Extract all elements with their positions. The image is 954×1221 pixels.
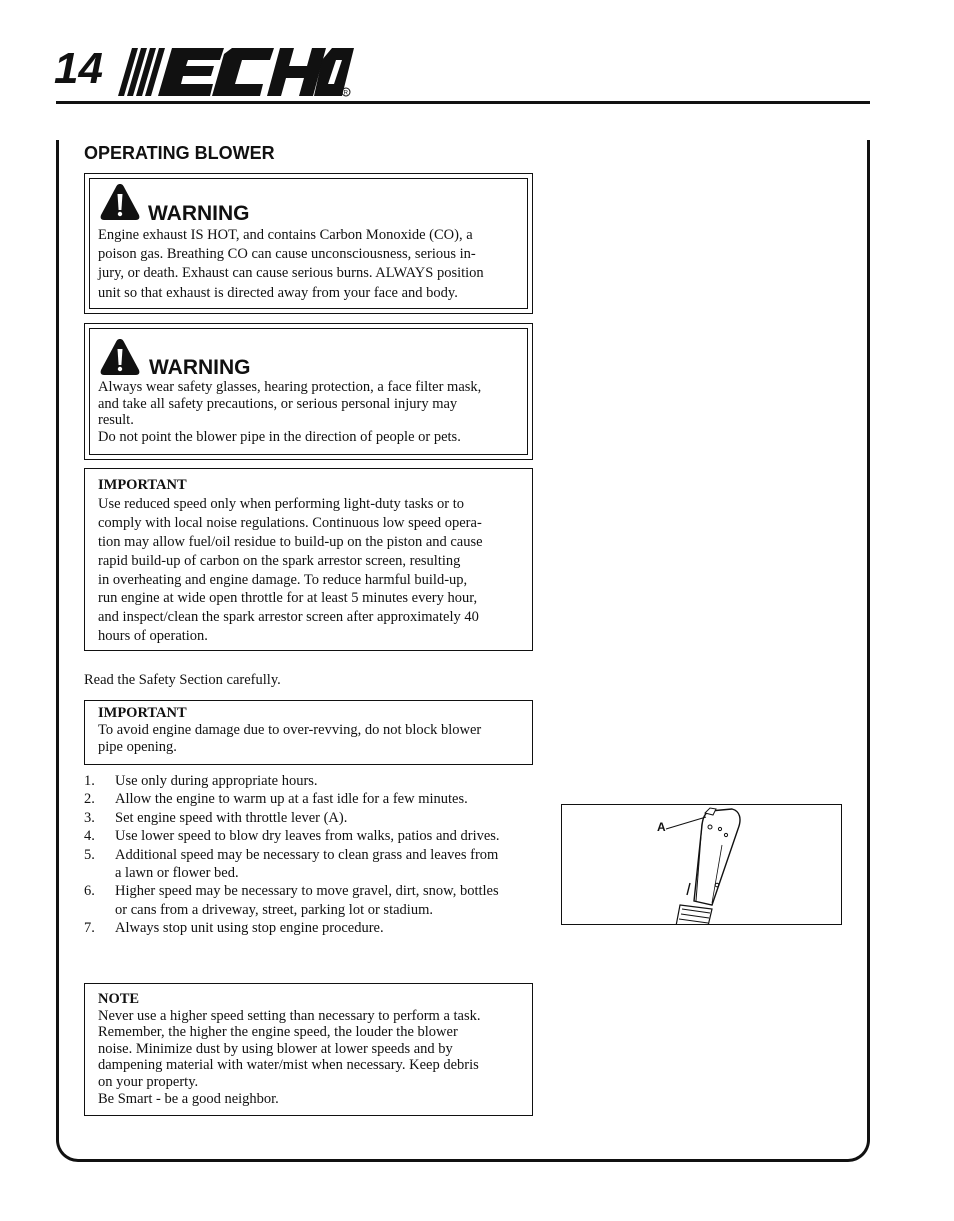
text-line: rapid build-up of carbon on the spark arrestor screen, resulting (98, 552, 461, 569)
text-line: Engine exhaust IS HOT, and contains Carbon Monoxide (CO), a (98, 227, 473, 243)
blower-handle-illustration (562, 805, 842, 925)
text-line: run engine at wide open throttle for at least 5 minutes every hour, (98, 590, 478, 607)
warning-box-inner (89, 178, 528, 309)
text-line: and take all safety precautions, or serious personal injury may (98, 395, 458, 412)
step-number: 6. (84, 883, 95, 900)
list-item (84, 919, 536, 937)
list-item (84, 846, 536, 883)
echo-logo (114, 44, 354, 100)
warning-box-safety-gear (84, 323, 533, 460)
step-text: Use only during appropriate hours. (115, 773, 318, 789)
text-line: noise. Minimize dust by using blower at lower speeds and by (98, 1040, 453, 1057)
step-text: Use lower speed to blow dry leaves from walks, patios and drives. (115, 828, 500, 845)
warning-icon (99, 182, 141, 222)
text-line: in overheating and engine damage. To reduce harmful build-up, (98, 571, 468, 588)
figure-label-a: A (657, 820, 666, 834)
list-item (84, 827, 536, 845)
text-line: pipe opening. (98, 738, 177, 755)
text-line: Use reduced speed only when performing light-duty tasks or to (98, 495, 465, 512)
step-number: 5. (84, 846, 95, 863)
header-rule (56, 101, 870, 104)
important-title: IMPORTANT (98, 705, 187, 721)
list-item (84, 790, 536, 808)
step-number: 2. (84, 791, 95, 808)
warning-text (98, 379, 481, 445)
throttle-lever-figure (561, 804, 842, 925)
important-text (98, 705, 481, 755)
step-text: Allow the engine to warm up at a fast idle for a few minutes. (115, 791, 468, 808)
text-line: dampening material with water/mist when necessary. Keep debris (98, 1057, 479, 1074)
operating-steps-list (84, 772, 536, 938)
important-box-reduced-speed (84, 468, 533, 651)
important-text (98, 476, 483, 646)
step-number: 3. (84, 809, 95, 826)
note-title: NOTE (98, 991, 140, 1007)
important-title: IMPORTANT (98, 477, 187, 493)
list-item (84, 882, 536, 919)
text-line: jury, or death. Exhaust can cause serious burns. ALWAYS position (98, 265, 484, 282)
note-text (98, 991, 481, 1107)
step-text: or cans from a driveway, street, parking lot or stadium. (115, 901, 433, 918)
text-line: and inspect/clean the spark arrestor screen after approximately 40 (98, 609, 479, 626)
step-number: 7. (84, 920, 95, 937)
text-line: on your property. (98, 1073, 199, 1090)
text-line: Be Smart - be a good neighbor. (98, 1090, 279, 1107)
text-line: Never use a higher speed setting than necessary to perform a task. (98, 1007, 481, 1024)
step-text: a lawn or flower bed. (115, 865, 239, 882)
warning-icon (99, 337, 141, 377)
text-line: Always wear safety glasses, hearing protection, a face filter mask, (98, 379, 482, 395)
warning-box-exhaust (84, 173, 533, 314)
note-box (84, 983, 533, 1116)
step-text: Higher speed may be necessary to move gravel, dirt, snow, bottles (115, 883, 499, 900)
warning-title: WARNING (148, 202, 250, 225)
text-line: unit so that exhaust is directed away from your face and body. (98, 284, 458, 301)
text-line: result. (98, 412, 134, 429)
text-line: comply with local noise regulations. Continuous low speed opera- (98, 514, 482, 531)
step-text: Set engine speed with throttle lever (A). (115, 809, 348, 826)
step-number: 1. (84, 773, 95, 789)
read-safety-text: Read the Safety Section carefully. (84, 672, 281, 688)
warning-title: WARNING (149, 356, 251, 379)
step-text: Additional speed may be necessary to clean grass and leaves from (115, 846, 499, 863)
warning-box-inner (89, 328, 528, 455)
page-number: 14 (54, 44, 103, 93)
important-box-over-revving (84, 700, 533, 765)
section-title: OPERATING BLOWER (84, 143, 275, 163)
list-item (84, 772, 536, 790)
list-item (84, 809, 536, 827)
svg-text:R: R (343, 90, 348, 97)
text-line: To avoid engine damage due to over-revving, do not block blower (98, 721, 482, 738)
text-line: Remember, the higher the engine speed, the louder the blower (98, 1024, 458, 1041)
step-number: 4. (84, 828, 95, 845)
text-line: tion may allow fuel/oil residue to build-up on the piston and cause (98, 533, 483, 550)
text-line: poison gas. Breathing CO can cause unconsciousness, serious in- (98, 246, 476, 263)
text-line: hours of operation. (98, 628, 208, 645)
text-line: Do not point the blower pipe in the direction of people or pets. (98, 428, 461, 445)
step-text: Always stop unit using stop engine procedure. (115, 920, 384, 937)
warning-text (98, 226, 484, 303)
